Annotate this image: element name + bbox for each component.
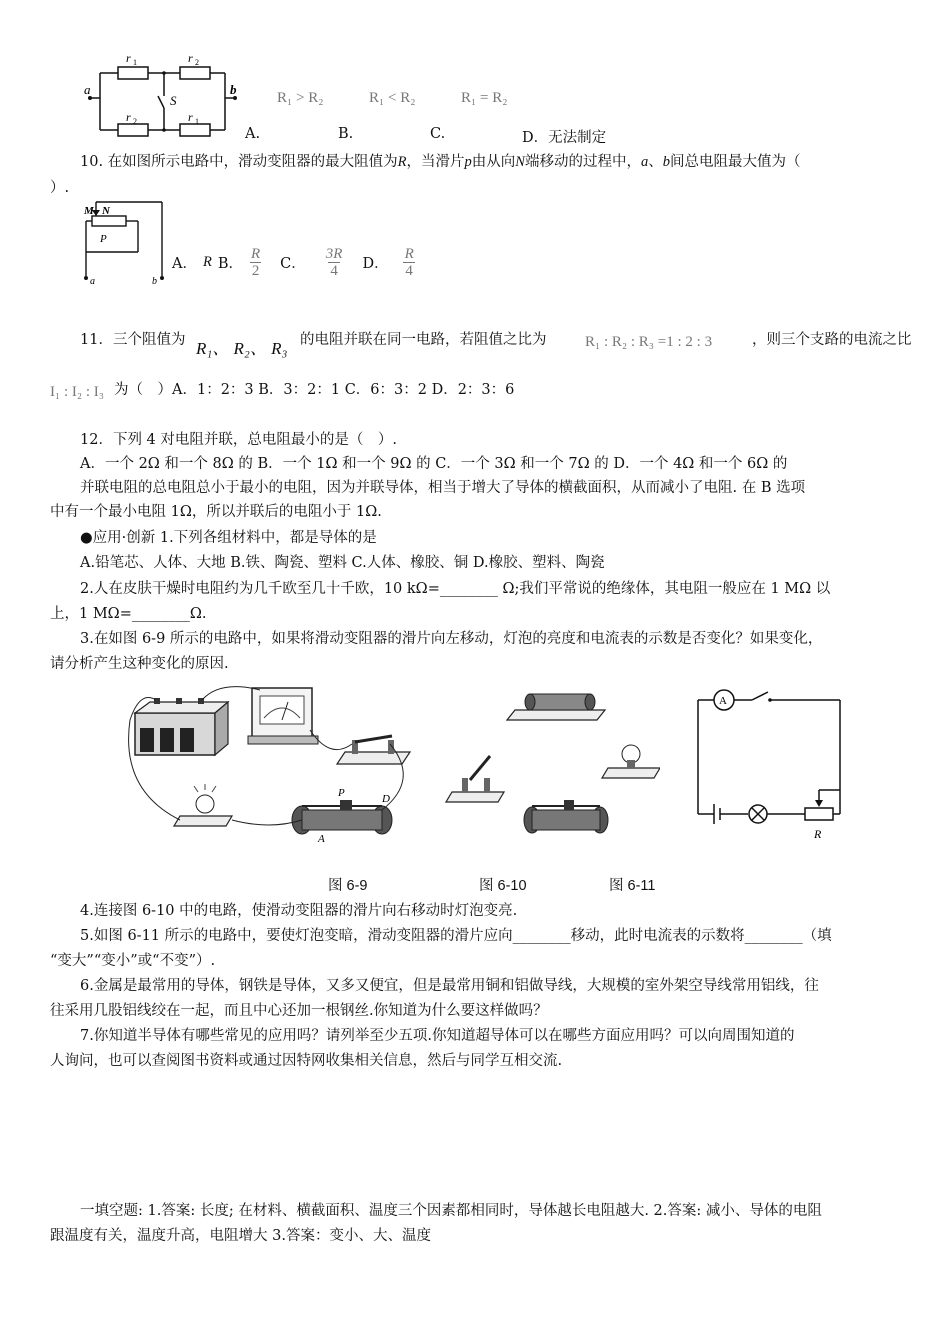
q10-label-n: N <box>102 205 110 217</box>
q12-explanation-line1: 并联电阻的总电阻总小于最小的电阻，因为并联导体，相当于增大了导体的横截面积，从而减小了电阻. 在 B 选项 <box>80 480 806 496</box>
q10-label-b: b <box>152 276 157 287</box>
q10-option-c-fraction: $\frac{3R}{4}$ <box>325 245 343 279</box>
q10-stem-line1: 10. 在如图所示电路中，滑动变阻器的最大阻值为R，当滑片p由从向N端移动的过程中，a、b间总电阻最大值为（ <box>80 154 801 170</box>
figure-6-9-illustration <box>120 680 420 845</box>
q9-label-bottom-right-sub: 1 <box>195 117 199 126</box>
q9-circuit-diagram <box>80 48 250 148</box>
battery-pack <box>135 698 228 755</box>
q11-stem-mid: 的电阻并联在同一电路，若阻值之比为 <box>300 332 547 348</box>
app-q6-line1: 6.金属是最常用的导体，钢铁是导体，又多又便宜，但是最常用铜和铝做导线，大规模的室外架空导线常用铝线，往 <box>80 978 819 994</box>
rheostat-top <box>507 694 605 720</box>
app-q1-stem: ●应用·创新 1.下列各组材料中，都是导体的是 <box>80 530 377 546</box>
q9-option-a: A. <box>245 126 261 142</box>
rheostat <box>292 800 392 834</box>
q10-label-p: P <box>100 233 107 245</box>
q11-stem-pre: 11．三个阻值为 <box>80 332 186 348</box>
q9-label-top-left-sub: 1 <box>133 58 137 67</box>
q9-node-b: b <box>230 82 237 97</box>
app-q6-line2: 往采用几股铝线绞在一起，而且中心还加一根钢丝.你知道为什么要这样做吗？ <box>50 1003 548 1019</box>
q11-ratio: R₁ : R₂ : R₃ =1 : 2 : 3 <box>585 334 713 350</box>
answers-line2: 跟温度有关，温度升高，电阻增大 3.答案：变小、大、温度 <box>50 1228 431 1244</box>
fig9-label-p: P <box>338 787 345 799</box>
figure-6-10-illustration <box>440 680 660 845</box>
q9-label-bottom-left: r <box>126 110 131 124</box>
q10-options <box>172 240 416 284</box>
q9-option-b: B. <box>338 126 354 142</box>
app-q4: 4.连接图 6-10 中的电路，使滑动变阻器的滑片向右移动时灯泡变亮. <box>80 903 518 919</box>
q9-option-c-formula: R₁ = R₂ <box>461 90 508 106</box>
q9-option-a-formula: R₁ > R₂ <box>277 90 324 106</box>
q10-option-d-fraction: $\frac{R}{4}$ <box>404 245 414 279</box>
q12-options: A．一个 2Ω 和一个 8Ω 的 B．一个 1Ω 和一个 9Ω 的 C．一个 3Ω 和一个 7Ω 的 D．一个 4Ω 和一个 6Ω 的 <box>80 456 788 472</box>
figure-6-9-caption: 图 6-9 <box>328 878 368 894</box>
q9-label-top-left: r <box>126 51 131 65</box>
figure-6-11-schematic <box>690 686 860 846</box>
app-q1-options: A.铅笔芯、人体、大地 B.铁、陶瓷、塑料 C.人体、橡胶、铜 D.橡胶、塑料、陶瓷 <box>80 555 605 571</box>
fig9-label-d: D <box>382 793 390 805</box>
knife-switch <box>337 736 410 764</box>
app-q7-line1: 7.你知道半导体有哪些常见的应用吗？请列举至少五项.你知道超导体可以在哪些方面应用吗？可以向周围知道的 <box>80 1028 795 1044</box>
lamp <box>174 784 232 826</box>
rheostat-bottom <box>524 800 608 833</box>
q11-stem-end: ，则三个支路的电流之比 <box>752 332 912 348</box>
q9-node-a: a <box>84 82 91 97</box>
q9-label-top-right: r <box>188 51 193 65</box>
q10-option-a-value: R <box>202 253 212 270</box>
app-q2-line2: 上，1 MΩ=________Ω. <box>50 606 207 622</box>
ammeter <box>248 688 318 744</box>
q9-option-c: C. <box>430 126 446 142</box>
knife-switch-small <box>446 756 504 802</box>
q10-option-a: A． <box>172 255 197 272</box>
q11-options: 为（ ）A．1：2：3 B．3：2：1 C．6：3：2 D．2：3：6 <box>114 382 515 398</box>
fig11-rheostat-label: R <box>814 827 822 841</box>
q10-stem-line2: ）. <box>50 180 70 196</box>
q10-option-b-fraction: $\frac{R}{2}$ <box>251 245 261 279</box>
answers-line1: 一填空题: 1.答案: 长度; 在材料、横截面积、温度三个因素都相同时，导体越长电阻越大. 2.答案: 减小、导体的电阻 <box>80 1203 822 1219</box>
app-q5-line2: “变大”“变小”或“不变”）. <box>50 953 216 969</box>
app-q5-line1: 5.如图 6-11 所示的电路中，要使灯泡变暗，滑动变阻器的滑片应向________移动，此时电流表的示数将________（填 <box>80 928 832 944</box>
fig11-ammeter-label: A <box>719 695 727 707</box>
q9-label-bottom-right: r <box>188 110 193 124</box>
fig9-label-a: A <box>318 833 325 845</box>
app-q3-line1: 3.在如图 6-9 所示的电路中，如果将滑动变阻器的滑片向左移动，灯泡的亮度和电流表的示数是否变化？如果变化， <box>80 631 823 647</box>
q10-label-a: a <box>90 276 95 287</box>
q10-rheostat-diagram <box>78 198 176 290</box>
q11-resistor-list: R₁、 R₂、 R₃ <box>196 339 288 358</box>
q9-option-b-formula: R₁ < R₂ <box>369 90 416 106</box>
app-q2-line1: 2.人在皮肤干燥时电阻约为几千欧至几十千欧，10 kΩ=________ Ω;我们平常说的绝缘体，其电阻一般应在 1 MΩ 以 <box>80 581 831 597</box>
figure-6-10-caption: 图 6-10 <box>479 878 527 894</box>
q9-label-bottom-left-sub: 2 <box>133 117 137 126</box>
q10-option-b: B． <box>217 255 243 272</box>
q10-option-d: D． <box>362 255 389 272</box>
app-q3-line2: 请分析产生这种变化的原因. <box>50 656 229 672</box>
q11-current-ratio: I₁ : I₂ : I₃ <box>50 384 105 400</box>
q9-switch-s: S <box>170 93 177 108</box>
lamp-small <box>602 745 660 778</box>
q9-label-top-right-sub: 2 <box>195 58 199 67</box>
q9-option-d: D．无法制定 <box>522 130 607 146</box>
figure-6-11-caption: 图 6-11 <box>609 878 656 894</box>
q12-explanation-line2: 中有一个最小电阻 1Ω，所以并联后的电阻小于 1Ω. <box>50 504 382 520</box>
q10-label-m: M <box>84 205 94 217</box>
q12-stem: 12．下列 4 对电阻并联，总电阻最小的是（ ）. <box>80 432 398 448</box>
q10-option-c: C． <box>280 255 306 272</box>
app-q7-line2: 人询问，也可以查阅图书资料或通过因特网收集相关信息，然后与同学互相交流. <box>50 1053 563 1069</box>
